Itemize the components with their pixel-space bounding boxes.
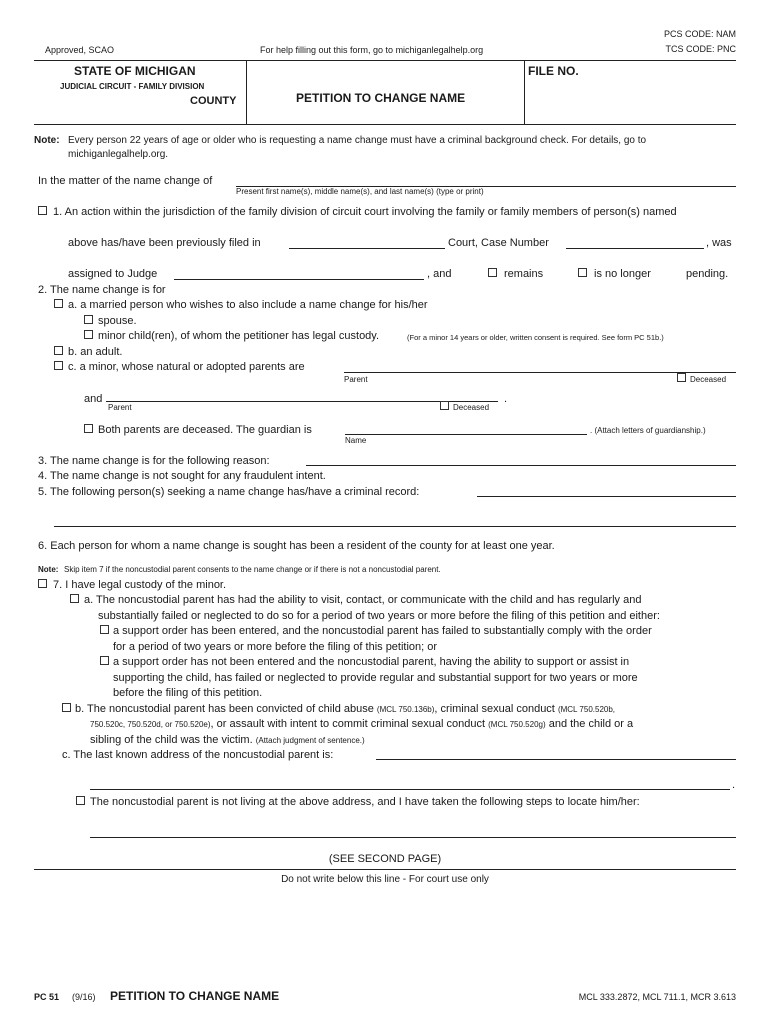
note-text-2: michiganlegalhelp.org. <box>68 149 169 160</box>
reason-field[interactable] <box>306 465 736 466</box>
present-name-sublabel: Present first name(s), middle name(s), and last name(s) (type or print) <box>236 187 484 196</box>
parent1-deceased-label: Deceased <box>690 375 727 384</box>
file-no-label: FILE NO. <box>528 64 579 78</box>
parent1-sublabel: Parent <box>344 375 368 384</box>
note-label: Note: <box>34 135 60 146</box>
support-not-entered-checkbox[interactable] <box>100 656 109 665</box>
item7-text: 7. I have legal custody of the minor. <box>53 579 227 591</box>
item7b-line1 <box>75 703 615 715</box>
item7a-line1: a. The noncustodial parent has had the ability to visit, contact, or communicate with the child and has regularly and <box>84 594 642 606</box>
item7a-line2: substantially failed or neglected to do so for a period of two years or more before the filing of this petition and either: <box>98 610 660 622</box>
assigned-judge-label: assigned to Judge <box>68 268 158 280</box>
help-text: For help filling out this form, go to michiganlegalhelp.org <box>260 45 484 55</box>
item1-checkbox[interactable] <box>38 206 47 215</box>
item2-text: 2. The name change is for <box>38 284 166 296</box>
item7b-line2 <box>90 718 633 730</box>
form-revision: (9/16) <box>72 992 96 1002</box>
see-second-page: (SEE SECOND PAGE) <box>328 853 442 865</box>
guardian-name-sublabel: Name <box>345 436 367 445</box>
support-not-entered-line2: supporting the child, has failed or neglected to provide regular and substantial support for two years or more <box>113 672 638 684</box>
criminal-record-field-2[interactable] <box>54 526 736 527</box>
guardian-name-field[interactable] <box>345 434 587 435</box>
footer-form-title: PETITION TO CHANGE NAME <box>110 989 280 1003</box>
caption-top-rule <box>34 60 736 61</box>
court-use-only: Do not write below this line - For court use only <box>281 874 489 885</box>
support-entered-line2: for a period of two years or more before the filing of this petition; or <box>113 641 438 653</box>
judicial-circuit-label: JUDICIAL CIRCUIT - FAMILY DIVISION <box>60 82 205 91</box>
item7b-line2-c: (MCL 750.520g) <box>488 720 546 729</box>
item7b-line2-a: 750.520c, 750.520d, or 750.520e) <box>90 720 211 729</box>
item5-text: 5. The following person(s) seeking a name change has/have a criminal record: <box>38 486 420 498</box>
caption-divider-left <box>246 60 247 124</box>
item4-text: 4. The name change is not sought for any fraudulent intent. <box>38 470 326 482</box>
locate-text: The noncustodial parent is not living at the above address, and I have taken the following steps to locate him/her: <box>90 796 640 808</box>
item2b-text: b. an adult. <box>68 346 123 358</box>
item6-text: 6. Each person for whom a name change is sought has been a resident of the county for at least one year. <box>38 540 555 552</box>
item7b-line1-c: , criminal sexual conduct <box>434 703 555 715</box>
item1-text: 1. An action within the jurisdiction of the family division of circuit court involving the family or family members of person(s) named <box>53 206 677 218</box>
item7b-line3-b: (Attach judgment of sentence.) <box>255 736 365 745</box>
locate-steps-field[interactable] <box>90 837 736 838</box>
item7b-line2-b: , or assault with intent to commit criminal sexual conduct <box>210 718 486 730</box>
parent1-deceased-checkbox[interactable] <box>677 373 686 382</box>
item1-filed-in-label: above has/have been previously filed in <box>68 237 261 249</box>
parent2-sublabel: Parent <box>108 403 132 412</box>
item2c-checkbox[interactable] <box>54 361 63 370</box>
pcs-code: PCS CODE: NAM <box>663 29 736 39</box>
spouse-label: spouse. <box>98 315 137 327</box>
item2c-text: c. a minor, whose natural or adopted parents are <box>68 361 305 373</box>
remains-label: remains <box>504 268 544 280</box>
and-parent-label: and <box>84 393 103 405</box>
criminal-record-field-1[interactable] <box>477 496 736 497</box>
item7a-checkbox[interactable] <box>70 594 79 603</box>
last-address-period: . <box>732 779 736 791</box>
locate-checkbox[interactable] <box>76 796 85 805</box>
caption-divider-right <box>524 60 525 124</box>
item7-checkbox[interactable] <box>38 579 47 588</box>
support-not-entered-line3: before the filing of this petition. <box>113 687 263 699</box>
item7c-text: c. The last known address of the noncustodial parent is: <box>62 749 334 761</box>
item7b-line2-d: and the child or a <box>548 718 634 730</box>
no-longer-checkbox[interactable] <box>578 268 587 277</box>
item3-text: 3. The name change is for the following reason: <box>38 455 270 467</box>
tcs-code: TCS CODE: PNC <box>665 44 736 54</box>
item7b-line3-a: sibling of the child was the victim. <box>90 734 253 746</box>
parent2-deceased-checkbox[interactable] <box>440 401 449 410</box>
no-longer-label: is no longer <box>594 268 651 280</box>
form-id: PC 51 <box>34 992 60 1002</box>
caption-bottom-rule <box>34 124 736 125</box>
matter-label: In the matter of the name change of <box>38 175 213 187</box>
item2a-checkbox[interactable] <box>54 299 63 308</box>
was-label: , was <box>706 237 732 249</box>
court-name-field[interactable] <box>289 248 445 249</box>
item7b-line1-b: (MCL 750.136b) <box>376 705 435 714</box>
item7b-checkbox[interactable] <box>62 703 71 712</box>
spouse-checkbox[interactable] <box>84 315 93 324</box>
and-label: , and <box>427 268 452 280</box>
parent2-deceased-label: Deceased <box>453 403 490 412</box>
note7-label: Note: <box>38 565 59 574</box>
both-deceased-checkbox[interactable] <box>84 424 93 433</box>
state-of-michigan: STATE OF MICHIGAN <box>74 64 196 78</box>
approved-scao: Approved, SCAO <box>45 45 115 55</box>
form-title: PETITION TO CHANGE NAME <box>296 91 466 105</box>
support-entered-line1: a support order has been entered, and the noncustodial parent has failed to substantially comply with the order <box>113 625 652 637</box>
minor-children-label: minor child(ren), of whom the petitioner has legal custody. <box>98 330 380 342</box>
guardian-letters-note: . (Attach letters of guardianship.) <box>590 426 706 435</box>
both-deceased-label: Both parents are deceased. The guardian is <box>98 424 312 436</box>
judge-name-field[interactable] <box>174 279 424 280</box>
statutory-authority: MCL 333.2872, MCL 711.1, MCR 3.613 <box>578 992 736 1002</box>
case-number-field[interactable] <box>566 248 704 249</box>
item2a-text: a. a married person who wishes to also include a name change for his/her <box>68 299 428 311</box>
item7b-line1-a: b. The noncustodial parent has been convicted of child abuse <box>75 703 374 715</box>
court-use-rule <box>34 869 736 870</box>
item2b-checkbox[interactable] <box>54 346 63 355</box>
parent2-period: . <box>504 393 508 405</box>
item7b-line1-d: (MCL 750.520b, <box>557 705 616 714</box>
item7b-line3 <box>90 734 365 746</box>
last-address-field-1[interactable] <box>376 759 736 760</box>
pending-label: pending. <box>686 268 729 280</box>
support-not-entered-line1: a support order has not been entered and the noncustodial parent, having the ability to support or assist in <box>113 656 630 668</box>
court-case-label: Court, Case Number <box>448 237 549 249</box>
minor-consent-note: (For a minor 14 years or older, written consent is required. See form PC 51b.) <box>407 333 664 342</box>
minor-children-checkbox[interactable] <box>84 330 93 339</box>
county-label: COUNTY <box>190 95 237 107</box>
note-text-1: Every person 22 years of age or older who is requesting a name change must have a criminal background check. For details, go to <box>68 135 647 146</box>
remains-checkbox[interactable] <box>488 268 497 277</box>
support-entered-checkbox[interactable] <box>100 625 109 634</box>
last-address-field-2[interactable] <box>90 789 730 790</box>
note7-text: Skip item 7 if the noncustodial parent consents to the name change or if there is not a noncustodial parent. <box>64 565 441 574</box>
